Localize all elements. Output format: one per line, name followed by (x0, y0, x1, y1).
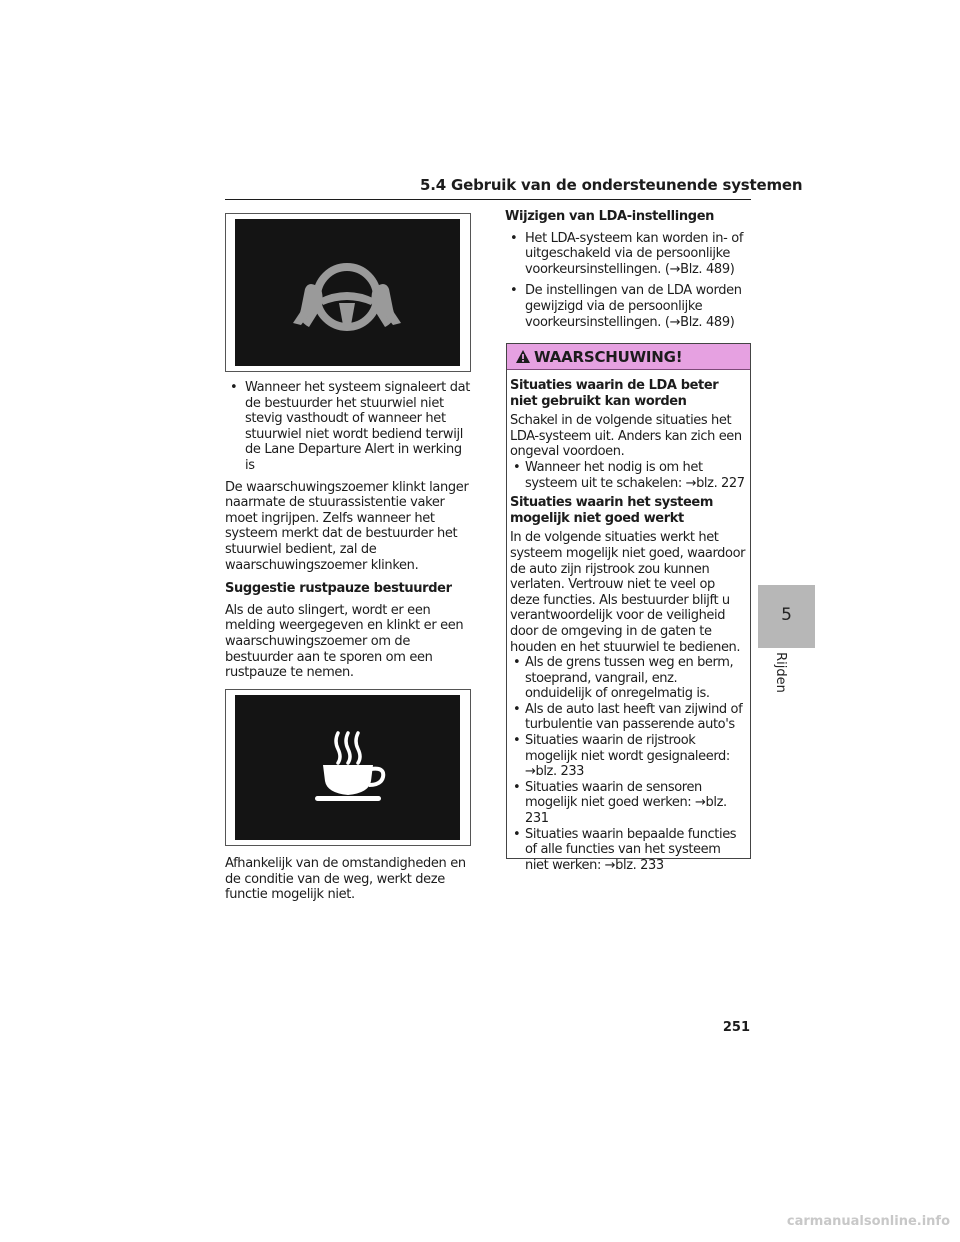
warning-title: WAARSCHUWING! (534, 347, 683, 366)
bullet-marker: • (513, 779, 521, 795)
header-divider (225, 199, 751, 200)
figure-coffee (225, 689, 471, 846)
chapter-tab (758, 585, 815, 648)
list-item-text: Als de auto last heeft van zijwind of turbulentie van passerende auto's (525, 701, 743, 733)
right-column (505, 209, 751, 336)
list-item (510, 733, 747, 780)
paragraph: Als de auto slingert, wordt er een melding weergegeven en klinkt er een waarschuwingszoemer om de bestuurder aan te sporen om een rustpauze te nemen. (225, 602, 464, 681)
bullet-marker: • (513, 701, 521, 717)
hands-on-steering-wheel-icon (235, 219, 460, 366)
paragraph: De waarschuwingszoemer klinkt langer naarmate de stuurassistentie vaker moet ingrijpen. Zelfs wanneer het systeem merkt dat de bestuurder het stuurwiel bedient, zal de waarschuwingszoemer klinken. (225, 479, 469, 573)
list-item (510, 827, 747, 874)
bullet-marker: • (513, 655, 521, 671)
bullet-marker: • (510, 230, 518, 246)
list-item-text: Wanneer het nodig is om het systeem uit te schakelen: →blz. 227 (525, 459, 745, 491)
left-column (225, 380, 470, 689)
bullet-marker: • (513, 733, 521, 749)
bullet-marker: • (513, 459, 521, 475)
bullet-marker: • (510, 283, 518, 299)
list-item-text: Wanneer het systeem signaleert dat de bestuurder het stuurwiel niet stevig vasthoudt of wanneer het stuurwiel niet wordt bediend terwijl de Lane Departure Alert in werking is (245, 380, 470, 473)
list-item-text: Situaties waarin bepaalde functies of alle functies van het systeem niet werken: →blz. 233 (525, 826, 737, 873)
warning-subheading: Situaties waarin de LDA beter niet gebruikt kan worden (510, 378, 719, 409)
section-heading: Suggestie rustpauze bestuurder (225, 581, 452, 597)
page-number: 251 (722, 1020, 750, 1035)
chapter-label (770, 650, 788, 695)
warning-header (507, 344, 750, 370)
list-item (225, 380, 470, 474)
list-item (510, 702, 747, 733)
left-column-bottom (225, 856, 470, 911)
warning-subheading: Situaties waarin het systeem mogelijk niet goed werkt (510, 495, 713, 526)
list-item (505, 231, 751, 278)
list-item-text: Het LDA-systeem kan worden in- of uitgeschakeld via de persoonlijke voorkeursinstellingen. (→Blz. 489) (525, 230, 744, 277)
bullet-marker: • (230, 380, 238, 395)
list-item (510, 460, 747, 491)
list-item (510, 780, 747, 827)
chapter-label-text: Rijden (773, 652, 788, 693)
list-item-text: Situaties waarin de rijstrook mogelijk niet wordt gesignaleerd: →blz. 233 (525, 733, 730, 780)
chapter-number: 5 (781, 605, 792, 625)
warning-body (507, 370, 750, 873)
list-item-text: Situaties waarin de sensoren mogelijk niet goed werken: →blz. 231 (525, 779, 727, 827)
list-item (510, 655, 747, 702)
coffee-cup-icon (235, 695, 460, 840)
list-item-text: De instellingen van de LDA worden gewijzigd via de persoonlijke voorkeursinstellingen. (→Blz. 489) (525, 283, 742, 330)
section-heading: Wijzigen van LDA-instellingen (505, 209, 715, 224)
bullet-marker: • (513, 826, 521, 842)
paragraph: Afhankelijk van de omstandigheden en de conditie van de weg, werkt deze functie mogelijk niet. (225, 856, 466, 903)
warning-triangle-icon (515, 349, 531, 364)
paragraph: In de volgende situaties werkt het systeem mogelijk niet goed, waardoor de auto zijn rijstrook zou kunnen verlaten. Vertrouw niet te veel op deze functies. Als bestuurder blijft u verantwoordelijk voor de veiligheid door de omgeving in de gaten te houden en het stuurwiel te bedienen. (510, 530, 746, 655)
figure-steering (225, 213, 471, 372)
list-item-text: Als de grens tussen weg en berm, stoeprand, vangrail, enz. onduidelijk of onregelmatig is. (525, 655, 734, 702)
warning-box (506, 343, 751, 873)
paragraph: Schakel in de volgende situaties het LDA-systeem uit. Anders kan zich een ongeval voordoen. (510, 413, 742, 460)
watermark: carmanualsonline.info (786, 1214, 950, 1229)
list-item (505, 283, 751, 330)
page-header-title: 5.4 Gebruik van de ondersteunende systemen (420, 176, 803, 194)
